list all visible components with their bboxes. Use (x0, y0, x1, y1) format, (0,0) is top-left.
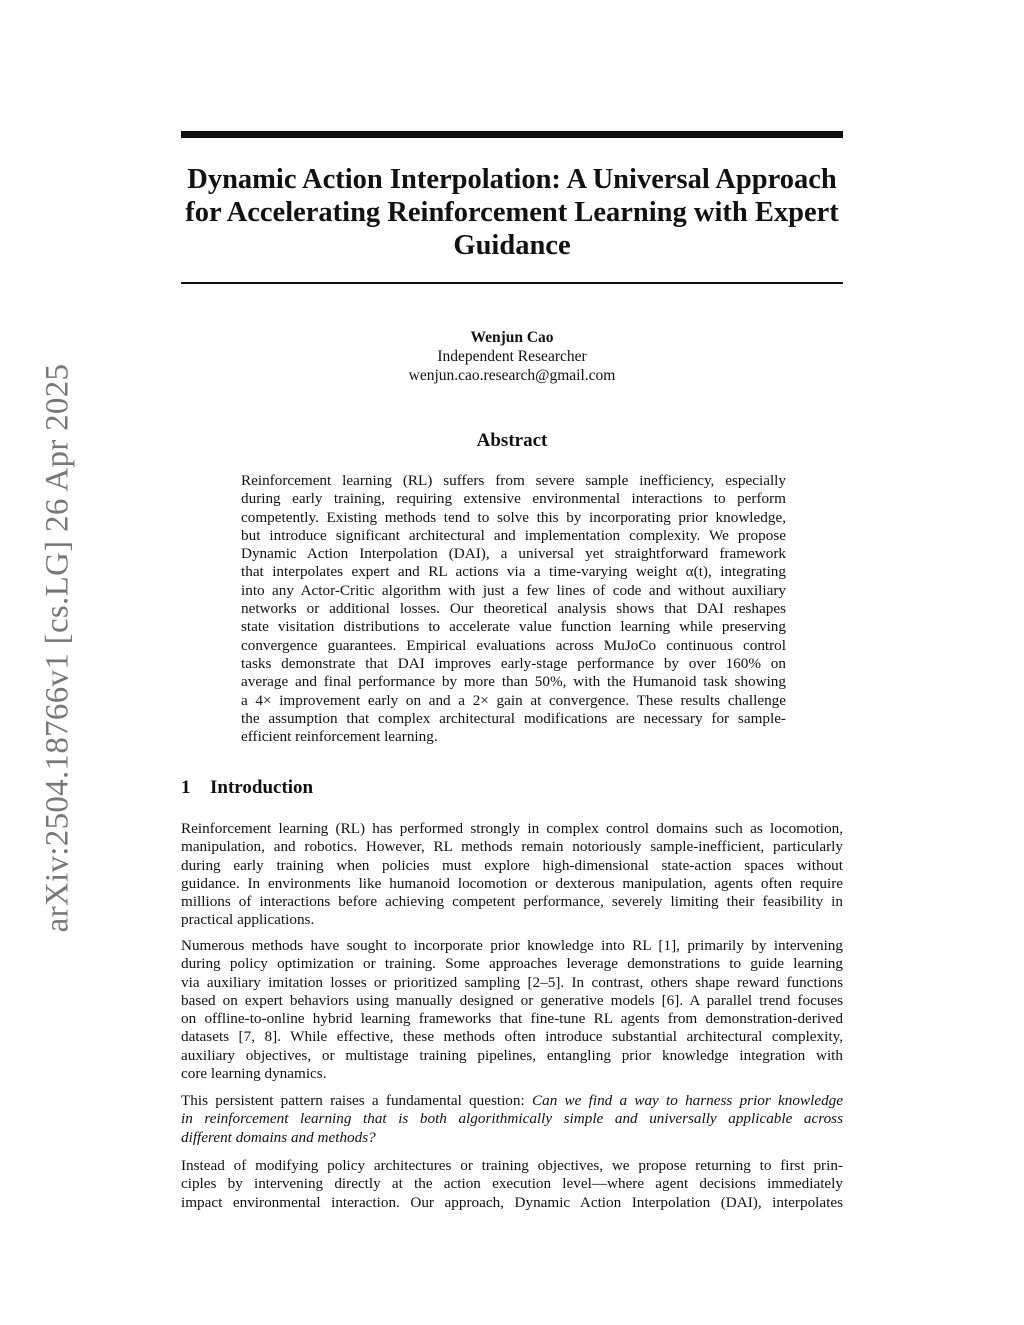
paragraph-line: ciples by intervening directly at the action execution level—where agent decisions immediately (181, 1175, 843, 1193)
paragraph-line: impact environmental interaction. Our approach, Dynamic Action Interpolation (DAI), interpolates (181, 1193, 843, 1211)
abstract-line: average and final performance by more than 50%, with the Humanoid task showing (241, 673, 786, 691)
abstract-line: networks or additional losses. Our theoretical analysis shows that DAI reshapes (241, 600, 786, 618)
author-block (181, 328, 843, 385)
paragraph-line: Reinforcement learning (RL) has performed strongly in complex control domains such as locomotion, (181, 820, 843, 837)
abstract-line: convergence guarantees. Empirical evaluations across MuJoCo continuous control (241, 636, 786, 654)
arxiv-identifier-stamp: arXiv:2504.18766v1 [cs.LG] 26 Apr 2025 (39, 363, 76, 933)
section-number: 1 (181, 777, 191, 798)
paragraph-line: datasets [7, 8]. While effective, these methods often introduce substantial architectural complexity, (181, 1028, 843, 1046)
paragraph-line: on offline-to-online hybrid learning frameworks that fine-tune RL agents from demonstration-derived (181, 1010, 843, 1028)
abstract-line: tasks demonstrate that DAI improves early-stage performance by over 160% on (241, 654, 786, 672)
abstract-line: competently. Existing methods tend to solve this by incorporating prior knowledge, (241, 508, 786, 526)
paragraph-line: Numerous methods have sought to incorporate prior knowledge into RL [1], primarily by intervening (181, 937, 843, 954)
abstract-line: a 4× improvement early on and a 2× gain at convergence. These results challenge (241, 691, 786, 709)
abstract-line: but introduce significant architectural and implementation complexity. We propose (241, 526, 786, 544)
paragraph-line: during early training when policies must explore high-dimensional state-action spaces without (181, 856, 843, 874)
title-line: Guidance (453, 230, 571, 261)
paragraph-line (181, 1129, 843, 1147)
abstract-line: into any Actor-Critic algorithm with just a few lines of code and without auxiliary (241, 581, 786, 599)
research-question-text: different domains and methods? (181, 1128, 376, 1146)
abstract-line: state visitation distributions to accelerate value function learning while preserving (241, 618, 786, 636)
paragraph-line: core learning dynamics. (181, 1065, 327, 1083)
abstract-line: Reinforcement learning (RL) suffers from severe sample inefficiency, especially (241, 472, 786, 489)
abstract-body (241, 472, 786, 746)
title-bottom-rule (181, 282, 843, 284)
section-heading-introduction (181, 777, 313, 799)
abstract-line: efficient reinforcement learning. (241, 728, 438, 746)
paragraph-lead-text: This persistent pattern raises a fundamental question: (181, 1092, 532, 1109)
paragraph-line (181, 1092, 843, 1110)
intro-paragraph-2 (181, 937, 843, 1083)
research-question-text: Can we find a way to harness prior knowledge (531, 1092, 843, 1109)
paragraph-line: manipulation, and robotics. However, RL methods remain notoriously sample-inefficient, particularly (181, 838, 843, 856)
intro-paragraph-3 (181, 1092, 843, 1147)
title-line: Dynamic Action Interpolation: A Universal Approach (187, 164, 837, 195)
intro-paragraph-4 (181, 1157, 843, 1212)
title-line: for Accelerating Reinforcement Learning with Expert (185, 197, 839, 228)
paragraph-line: practical applications. (181, 911, 315, 929)
paper-title (181, 163, 843, 262)
abstract-line: during early training, requiring extensive environmental interactions to perform (241, 490, 786, 508)
paragraph-line (181, 1110, 843, 1128)
paragraph-line: based on expert behaviors using manually designed or generative models [6]. A parallel trend focuses (181, 991, 843, 1009)
author-name: Wenjun Cao (470, 329, 554, 346)
paragraph-line: via auxiliary imitation losses or prioritized sampling [2–5]. In contrast, others shape reward functions (181, 973, 843, 991)
abstract-line: the assumption that complex architectural modifications are necessary for sample- (241, 709, 786, 727)
paragraph-line: guidance. In environments like humanoid locomotion or dexterous manipulation, agents often require (181, 874, 843, 892)
paragraph-line: Instead of modifying policy architectures or training objectives, we propose returning to first prin- (181, 1157, 843, 1174)
intro-paragraph-1 (181, 820, 843, 930)
paragraph-line: millions of interactions before achieving competent performance, severely limiting their feasibility in (181, 893, 843, 911)
abstract-heading: Abstract (476, 430, 548, 451)
research-question-text: in reinforcement learning that is both algorithmically simple and universally applicable across (181, 1110, 843, 1128)
paragraph-line: auxiliary objectives, or multistage training pipelines, entangling prior knowledge integration with (181, 1046, 843, 1064)
paragraph-line: during policy optimization or training. Some approaches leverage demonstrations to guide learning (181, 955, 843, 973)
author-affiliation: Independent Researcher (437, 348, 587, 365)
author-email[interactable]: wenjun.cao.research@gmail.com (408, 367, 616, 384)
abstract-line: that interpolates expert and RL actions via a time-varying weight α(t), integrating (241, 563, 786, 581)
section-title: Introduction (210, 777, 314, 798)
abstract-line: Dynamic Action Interpolation (DAI), a universal yet straightforward framework (241, 545, 786, 563)
title-top-rule (181, 131, 843, 138)
